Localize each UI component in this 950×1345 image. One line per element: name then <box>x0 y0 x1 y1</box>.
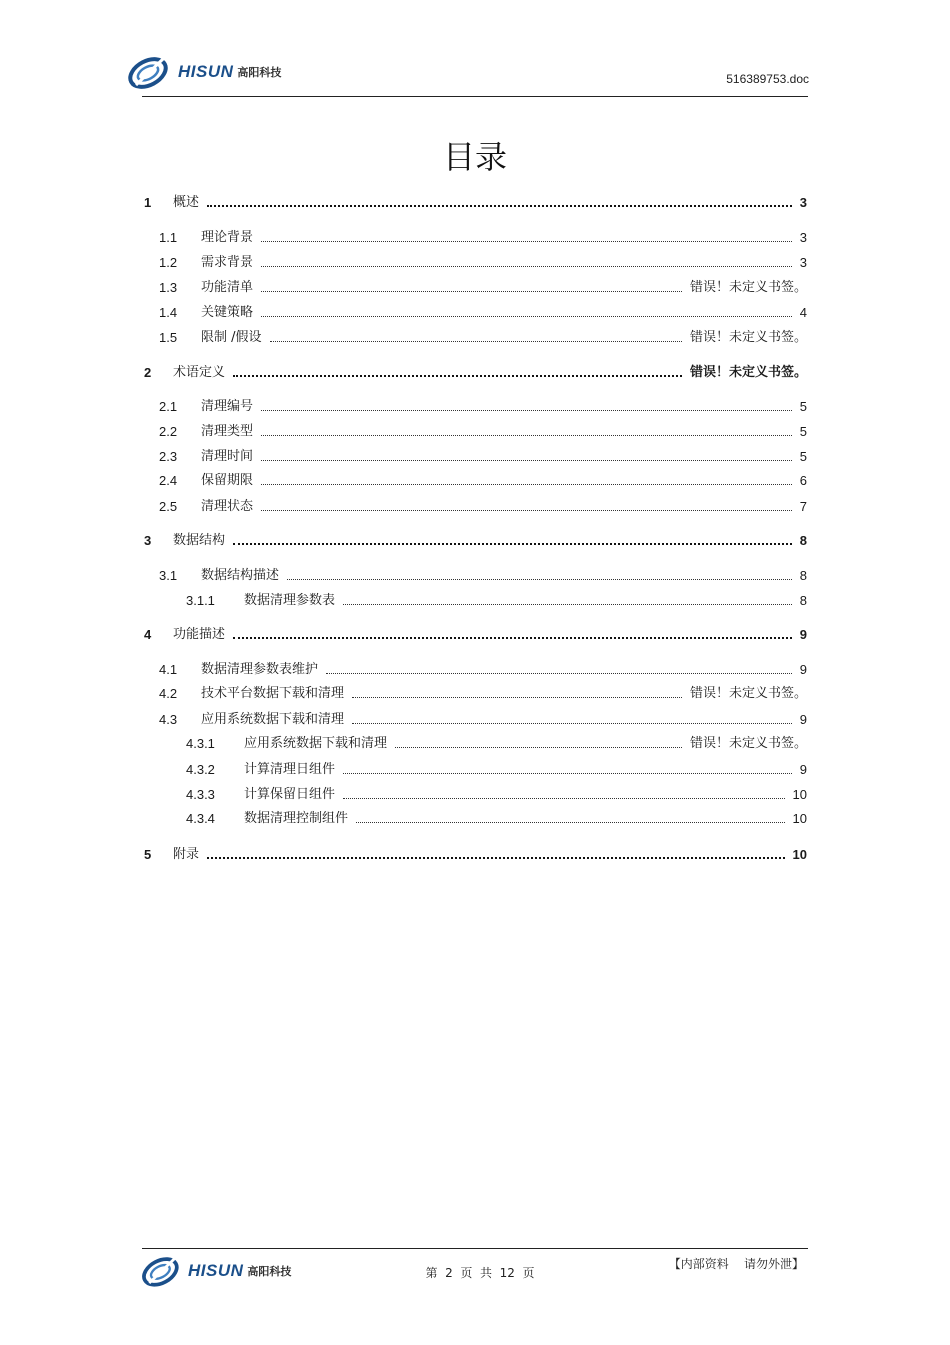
toc-entry-number: 2.5 <box>159 499 178 514</box>
toc-entry-number: 2.3 <box>159 449 178 464</box>
toc-entry-label: 功能描述 <box>173 627 226 642</box>
toc-entry-page: 9 <box>799 662 807 677</box>
toc-entry-number: 1.3 <box>159 280 178 295</box>
logo-brand-text: HISUN <box>188 1261 244 1280</box>
toc-entry-page: 10 <box>792 811 807 826</box>
toc-dot-leader <box>207 857 785 859</box>
toc-entry-label: 数据清理参数表维护 <box>201 662 319 677</box>
toc-entry[interactable] <box>0 250 950 272</box>
toc-entry-number: 4.3.4 <box>186 811 215 826</box>
toc-entry[interactable] <box>0 657 950 679</box>
toc-entry-number: 3 <box>144 533 152 548</box>
toc-entry[interactable] <box>0 325 950 347</box>
toc-entry-page: 3 <box>799 230 807 245</box>
toc-entry[interactable] <box>0 528 950 550</box>
toc-entry[interactable] <box>0 707 950 729</box>
toc-entry-number: 4.3.2 <box>186 762 215 777</box>
toc-entry-number: 4 <box>144 627 152 642</box>
toc-entry-number: 4.3.1 <box>186 736 215 751</box>
toc-entry-page: 9 <box>799 762 807 777</box>
toc-dot-leader <box>233 543 792 545</box>
toc-entry-number: 1.5 <box>159 330 178 345</box>
toc-entry[interactable] <box>0 842 950 864</box>
confidential-notice: 【内部资料 请勿外泄】 <box>668 1257 804 1271</box>
toc-entry-page: 8 <box>799 533 807 548</box>
toc-entry[interactable] <box>0 394 950 416</box>
toc-entry-number: 1.1 <box>159 230 178 245</box>
toc-entry-label: 应用系统数据下载和清理 <box>244 736 388 751</box>
logo-company-name: 高阳科技 <box>237 66 282 79</box>
toc-entry-label: 功能清单 <box>201 280 254 295</box>
toc-entry-label: 清理类型 <box>201 424 254 439</box>
toc-entry[interactable] <box>0 444 950 466</box>
toc-dot-leader <box>261 266 792 267</box>
toc-entry-label: 术语定义 <box>173 365 226 380</box>
toc-entry-label: 数据结构描述 <box>201 568 280 583</box>
toc-entry-label: 数据清理控制组件 <box>244 811 349 826</box>
toc-entry[interactable] <box>0 681 950 703</box>
toc-entry-page: 7 <box>799 499 807 514</box>
toc-entry-number: 2 <box>144 365 152 380</box>
toc-dot-leader <box>261 316 792 317</box>
toc-entry[interactable] <box>0 622 950 644</box>
toc-entry-number: 2.2 <box>159 424 178 439</box>
header-logo <box>126 52 281 92</box>
header-divider <box>142 96 808 97</box>
toc-entry-page: 错误！未定义书签。 <box>689 736 807 751</box>
toc-entry-number: 3.1 <box>159 568 178 583</box>
toc-entry-page: 8 <box>799 568 807 583</box>
toc-dot-leader <box>233 375 682 377</box>
toc-dot-leader <box>261 510 792 511</box>
toc-entry-label: 计算保留日组件 <box>244 787 336 802</box>
toc-dot-leader <box>261 291 682 292</box>
toc-entry-page: 10 <box>792 787 807 802</box>
toc-entry-page: 8 <box>799 593 807 608</box>
toc-dot-leader <box>356 822 785 823</box>
toc-dot-leader <box>326 673 792 674</box>
hisun-logo-icon <box>126 52 180 92</box>
toc-entry[interactable] <box>0 419 950 441</box>
toc-entry-number: 3.1.1 <box>186 593 215 608</box>
toc-entry-number: 2.4 <box>159 473 178 488</box>
toc-entry[interactable] <box>0 494 950 516</box>
page-indicator: 第 2 页 共 12 页 <box>425 1266 535 1280</box>
toc-entry-page: 错误！未定义书签。 <box>689 280 807 295</box>
toc-entry-label: 计算清理日组件 <box>244 762 336 777</box>
toc-entry-label: 数据清理参数表 <box>244 593 336 608</box>
toc-entry[interactable] <box>0 782 950 804</box>
toc-entry-label: 技术平台数据下载和清理 <box>201 686 345 701</box>
toc-entry-label: 关键策略 <box>201 305 254 320</box>
toc-dot-leader <box>261 460 792 461</box>
toc-entry-page: 9 <box>799 712 807 727</box>
toc-entry[interactable] <box>0 360 950 382</box>
toc-entry-label: 清理时间 <box>201 449 254 464</box>
toc-entry[interactable] <box>0 563 950 585</box>
document-filename: 516389753.doc <box>726 72 809 86</box>
toc-entry-number: 1 <box>144 195 152 210</box>
toc-dot-leader <box>261 410 792 411</box>
toc-entry-number: 4.3.3 <box>186 787 215 802</box>
toc-entry[interactable] <box>0 275 950 297</box>
toc-entry-label: 应用系统数据下载和清理 <box>201 712 345 727</box>
toc-dot-leader <box>395 747 682 748</box>
footer-divider <box>142 1248 808 1249</box>
toc-entry-label: 保留期限 <box>201 473 254 488</box>
toc-entry-page: 错误！未定义书签。 <box>689 365 807 380</box>
toc-entry-label: 清理状态 <box>201 499 254 514</box>
toc-entry[interactable] <box>0 468 950 490</box>
toc-entry[interactable] <box>0 225 950 247</box>
toc-dot-leader <box>261 241 792 242</box>
toc-dot-leader <box>261 484 792 485</box>
logo-company-name: 高阳科技 <box>247 1265 292 1278</box>
toc-entry[interactable] <box>0 190 950 212</box>
toc-entry-page: 5 <box>799 449 807 464</box>
toc-entry-label: 需求背景 <box>201 255 254 270</box>
toc-entry-number: 4.2 <box>159 686 178 701</box>
toc-entry-label: 限制 /假设 <box>201 330 262 345</box>
toc-entry-page: 9 <box>799 627 807 642</box>
page-title: 目录 <box>442 138 507 176</box>
toc-dot-leader <box>261 435 792 436</box>
toc-entry-page: 4 <box>799 305 807 320</box>
toc-entry-page: 5 <box>799 424 807 439</box>
toc-entry[interactable] <box>0 588 950 610</box>
toc-dot-leader <box>207 205 792 207</box>
toc-entry-label: 理论背景 <box>201 230 254 245</box>
toc-entry[interactable] <box>0 300 950 322</box>
toc-dot-leader <box>343 604 792 605</box>
toc-entry[interactable] <box>0 731 950 753</box>
toc-dot-leader <box>233 637 792 639</box>
toc-entry-number: 5 <box>144 847 152 862</box>
toc-dot-leader <box>343 773 792 774</box>
toc-entry-page: 10 <box>792 847 807 862</box>
toc-entry[interactable] <box>0 757 950 779</box>
toc-entry-label: 概述 <box>173 195 200 210</box>
toc-entry-label: 清理编号 <box>201 399 254 414</box>
toc-entry-page: 3 <box>799 195 807 210</box>
toc-entry-page: 错误！未定义书签。 <box>689 330 807 345</box>
toc-entry-page: 3 <box>799 255 807 270</box>
logo-brand-text: HISUN <box>178 62 234 81</box>
toc-entry-page: 6 <box>799 473 807 488</box>
toc-entry-number: 4.1 <box>159 662 178 677</box>
toc-entry-page: 错误！未定义书签。 <box>689 686 807 701</box>
toc-entry-number: 4.3 <box>159 712 178 727</box>
toc-entry[interactable] <box>0 806 950 828</box>
toc-dot-leader <box>352 723 792 724</box>
toc-entry-label: 数据结构 <box>173 533 226 548</box>
toc-entry-page: 5 <box>799 399 807 414</box>
toc-dot-leader <box>352 697 682 698</box>
toc-entry-number: 2.1 <box>159 399 178 414</box>
toc-dot-leader <box>343 798 785 799</box>
toc-dot-leader <box>270 341 682 342</box>
toc-entry-label: 附录 <box>173 847 200 862</box>
toc-entry-number: 1.2 <box>159 255 178 270</box>
toc-dot-leader <box>287 579 792 580</box>
toc-entry-number: 1.4 <box>159 305 178 320</box>
